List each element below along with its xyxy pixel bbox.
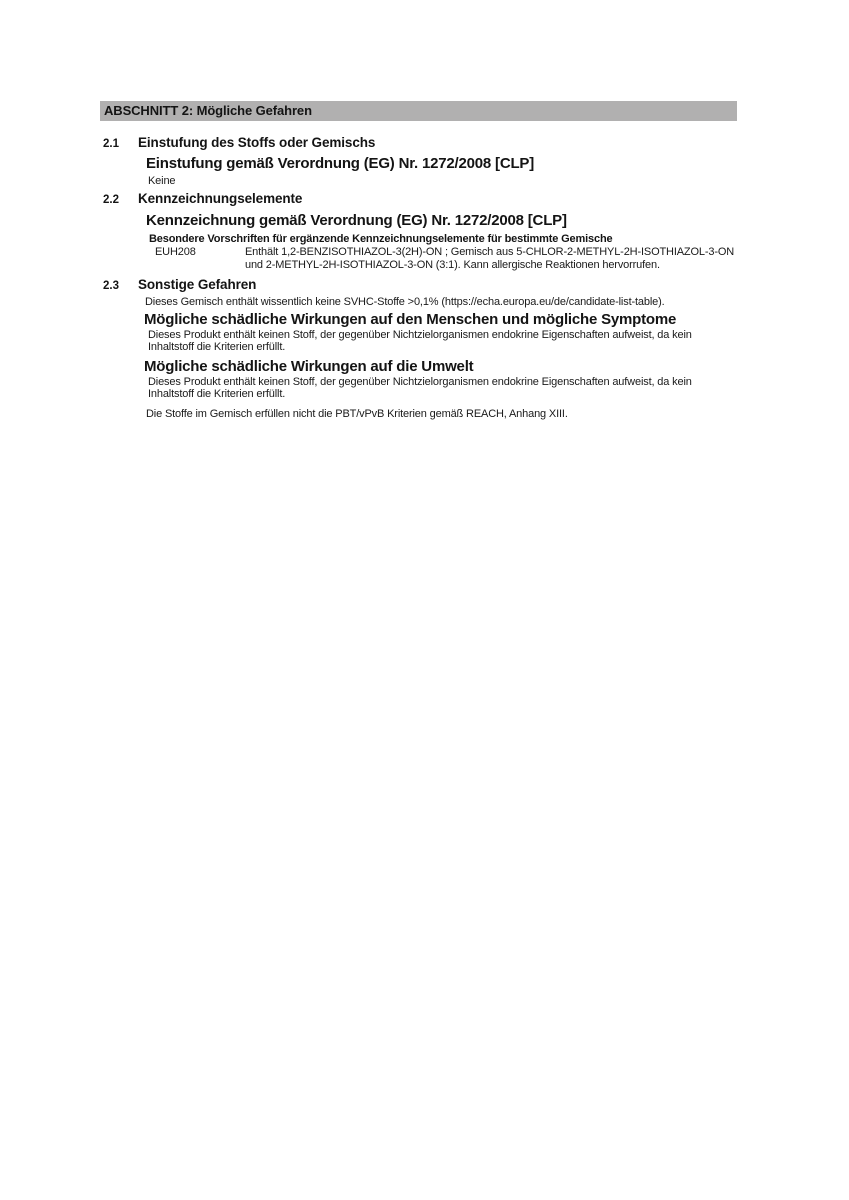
section-2-2-subheading: Kennzeichnung gemäß Verordnung (EG) Nr. 1272/2008 [CLP] (146, 212, 567, 229)
environment-effects-heading: Mögliche schädliche Wirkungen auf die Umwelt (144, 358, 474, 375)
special-provisions-label: Besondere Vorschriften für ergänzende Kennzeichnungselemente für bestimmte Gemische (149, 233, 613, 245)
svhc-note: Dieses Gemisch enthält wissentlich keine SVHC-Stoffe >0,1% (https://echa.europa.eu/de/candidate-list-table). (145, 296, 665, 308)
section-2-2-title: Kennzeichnungselemente (138, 191, 303, 206)
classification-value: Keine (148, 175, 176, 187)
section-2-1-subheading: Einstufung gemäß Verordnung (EG) Nr. 1272/2008 [CLP] (146, 155, 535, 172)
section-header-bar (100, 101, 737, 121)
section-2-1-title: Einstufung des Stoffs oder Gemischs (138, 135, 376, 150)
environment-effects-text: Dieses Produkt enthält keinen Stoff, der gegenüber Nichtzielorganismen endokrine Eigenschaften aufweist, da kein Inhaltstoff die Kriterien erfüllt. (148, 376, 692, 400)
pbt-vpvb-text: Die Stoffe im Gemisch erfüllen nicht die PBT/vPvB Kriterien gemäß REACH, Anhang XIII. (146, 408, 568, 420)
section-2-2-number: 2.2 (103, 194, 119, 206)
euh-text: Enthält 1,2-BENZISOTHIAZOL-3(2H)-ON ; Gemisch aus 5-CHLOR-2-METHYL-2H-ISOTHIAZOL-3-ON und 2-METHYL-2H-ISOTHIAZOL-3-ON (3:1). Kann allergische Reaktionen hervorrufen. (245, 246, 735, 271)
section-2-2-row (100, 191, 737, 208)
euh-code: EUH208 (155, 246, 196, 258)
section-header-title: ABSCHNITT 2: Mögliche Gefahren (104, 103, 312, 118)
section-2-3-title: Sonstige Gefahren (138, 277, 257, 292)
section-2-1-row (100, 135, 737, 152)
content-column (100, 101, 737, 420)
euh-statement-row (155, 246, 737, 271)
human-effects-text: Dieses Produkt enthält keinen Stoff, der gegenüber Nichtzielorganismen endokrine Eigenschaften aufweist, da kein Inhaltstoff die Kriterien erfüllt. (148, 329, 692, 353)
section-2-3-row (100, 277, 737, 294)
human-effects-heading: Mögliche schädliche Wirkungen auf den Menschen und mögliche Symptome (144, 311, 677, 328)
section-2-1-number: 2.1 (103, 138, 119, 150)
section-2-3-number: 2.3 (103, 280, 119, 292)
